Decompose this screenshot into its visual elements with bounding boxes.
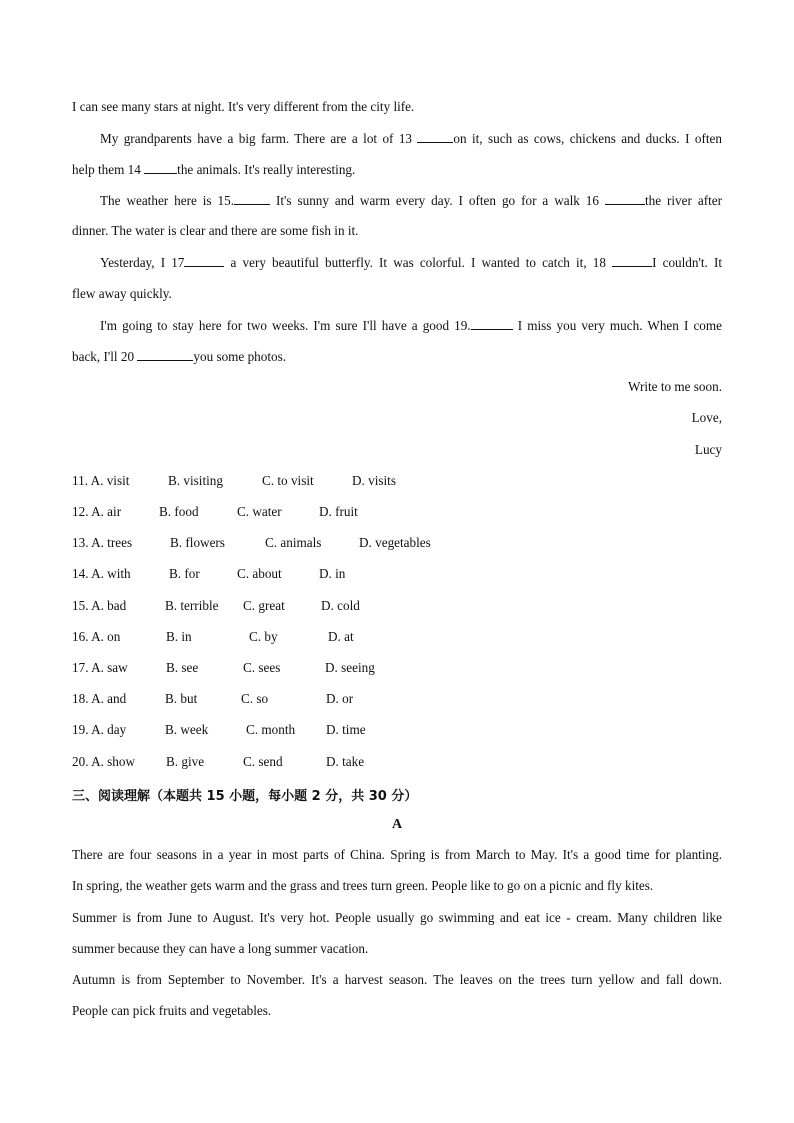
answer-option [243,598,285,614]
option-text: A. and [91,691,127,706]
question-number: 20. [72,754,89,769]
question-number: 16. [72,629,89,644]
question-number: 19. [72,722,89,737]
option-text: A. on [91,629,121,644]
answer-option [246,722,295,738]
question-row [0,629,794,645]
letter-paragraph-weather: The weather here is 15. It's sunny and warm every day. I often go for a walk 16 the river after [100,193,722,208]
passage-line: People can pick fruits and vegetables. [72,1003,272,1018]
question-number: 18. [72,691,89,706]
answer-option [319,566,345,582]
option-text: D. time [326,722,366,737]
option-text: C. so [241,691,269,706]
option-text: C. animals [265,535,322,550]
passage-line: In spring, the weather gets warm and the grass and trees turn green. People like to go on a picnic and fly kites. [72,878,654,893]
option-text: C. send [243,754,283,769]
option-text: D. seeing [325,660,375,675]
question-row [0,504,794,520]
option-text: A. day [91,722,127,737]
option-text: C. month [246,722,296,737]
question-row [0,473,794,489]
answer-option [262,473,314,489]
question-row [0,754,794,770]
option-text: D. vegetables [359,535,431,550]
option-text: C. about [237,566,282,581]
letter-signature: Lucy [694,442,722,457]
answer-blank-14 [144,161,177,174]
letter-paragraph-butterfly: Yesterday, I 17 a very beautiful butterfly. It was colorful. I wanted to catch it, 18 I couldn't. It [100,255,722,270]
option-text: D. cold [321,598,360,613]
letter-paragraph-farm: My grandparents have a big farm. There are a lot of 13 on it, such as cows, chickens and ducks. I often [100,131,722,146]
answer-option [166,660,198,676]
answer-blank-17 [184,254,224,267]
answer-option [237,504,282,520]
letter-line: help them 14 the animals. It's really interesting. [72,162,356,177]
passage-label: A [391,817,403,832]
answer-option [237,566,282,582]
question-row [0,660,794,676]
answer-option [325,660,375,676]
answer-blank-19 [471,317,513,330]
answer-option [352,473,396,489]
option-text: C. to visit [262,473,314,488]
option-text: B. see [166,660,199,675]
letter-paragraph-stay: I'm going to stay here for two weeks. I'm sure I'll have a good 19. I miss you very much. When I come [100,318,722,333]
question-row [0,598,794,614]
option-text: A. trees [91,535,133,550]
answer-option [243,660,280,676]
option-text: A. visit [90,473,130,488]
answer-option [165,722,208,738]
option-text: B. in [166,629,192,644]
option-text: D. at [328,629,354,644]
answer-option [170,535,225,551]
question-number: 13. [72,535,89,550]
answer-option [326,754,364,770]
option-text: D. fruit [319,504,358,519]
option-text: B. terrible [165,598,219,613]
answer-blank-15 [234,192,270,205]
answer-option [72,598,126,614]
option-text: A. show [91,754,136,769]
option-text: A. bad [91,598,127,613]
answer-option [72,691,126,707]
question-row [0,535,794,551]
answer-option [72,660,128,676]
option-text: B. but [165,691,198,706]
option-text: A. saw [91,660,128,675]
option-text: B. food [159,504,199,519]
answer-option [165,691,197,707]
question-row [0,691,794,707]
letter-line: back, I'll 20 you some photos. [72,349,287,364]
answer-option [72,629,120,645]
option-text: B. for [169,566,200,581]
question-number: 14. [72,566,89,581]
option-text: D. visits [352,473,396,488]
answer-option [72,504,121,520]
answer-option [72,473,129,489]
question-row [0,722,794,738]
answer-option [169,566,200,582]
letter-closing: Write to me soon. [628,379,722,394]
option-text: A. with [91,566,131,581]
passage-line: Autumn is from September to November. It's a harvest season. The leaves on the trees turn yellow and fall down. [72,972,722,987]
option-text: C. sees [243,660,281,675]
question-number: 11. [72,473,88,488]
section-heading: 三、阅读理解（本题共 15 小题，每小题 2 分，共 30 分） [72,789,418,804]
answer-blank-18 [612,254,652,267]
answer-option [72,535,132,551]
option-text: B. flowers [170,535,225,550]
option-text: D. take [326,754,365,769]
answer-blank-16 [605,192,645,205]
letter-sign-off: Love, [691,410,722,425]
option-text: C. great [243,598,285,613]
answer-option [166,629,192,645]
answer-option [159,504,199,520]
answer-blank-20 [137,348,193,361]
letter-line: flew away quickly. [72,286,172,301]
answer-option [265,535,321,551]
option-text: B. give [166,754,205,769]
answer-option [319,504,358,520]
letter-line: dinner. The water is clear and there are some fish in it. [72,223,359,238]
question-number: 12. [72,504,89,519]
option-text: D. in [319,566,346,581]
question-number: 15. [72,598,89,613]
answer-option [168,473,223,489]
option-text: C. by [249,629,278,644]
answer-option [72,754,135,770]
letter-line: I can see many stars at night. It's very different from the city life. [72,99,415,114]
option-text: B. week [165,722,209,737]
answer-option [72,722,126,738]
answer-option [249,629,278,645]
answer-option [243,754,283,770]
question-number: 17. [72,660,89,675]
question-row [0,566,794,582]
passage-line: There are four seasons in a year in most parts of China. Spring is from March to May. It's a good time for planting. [72,847,722,862]
answer-option [321,598,360,614]
option-text: C. water [237,504,282,519]
answer-option [166,754,204,770]
answer-option [328,629,354,645]
option-text: B. visiting [168,473,223,488]
passage-line: summer because they can have a long summer vacation. [72,941,369,956]
answer-option [326,691,353,707]
answer-option [359,535,431,551]
answer-option [72,566,131,582]
passage-line: Summer is from June to August. It's very hot. People usually go swimming and eat ice - cream. Many children like [72,910,722,925]
answer-blank-13 [417,130,453,143]
answer-option [241,691,268,707]
answer-option [326,722,366,738]
option-text: A. air [91,504,122,519]
option-text: D. or [326,691,354,706]
answer-option [165,598,218,614]
